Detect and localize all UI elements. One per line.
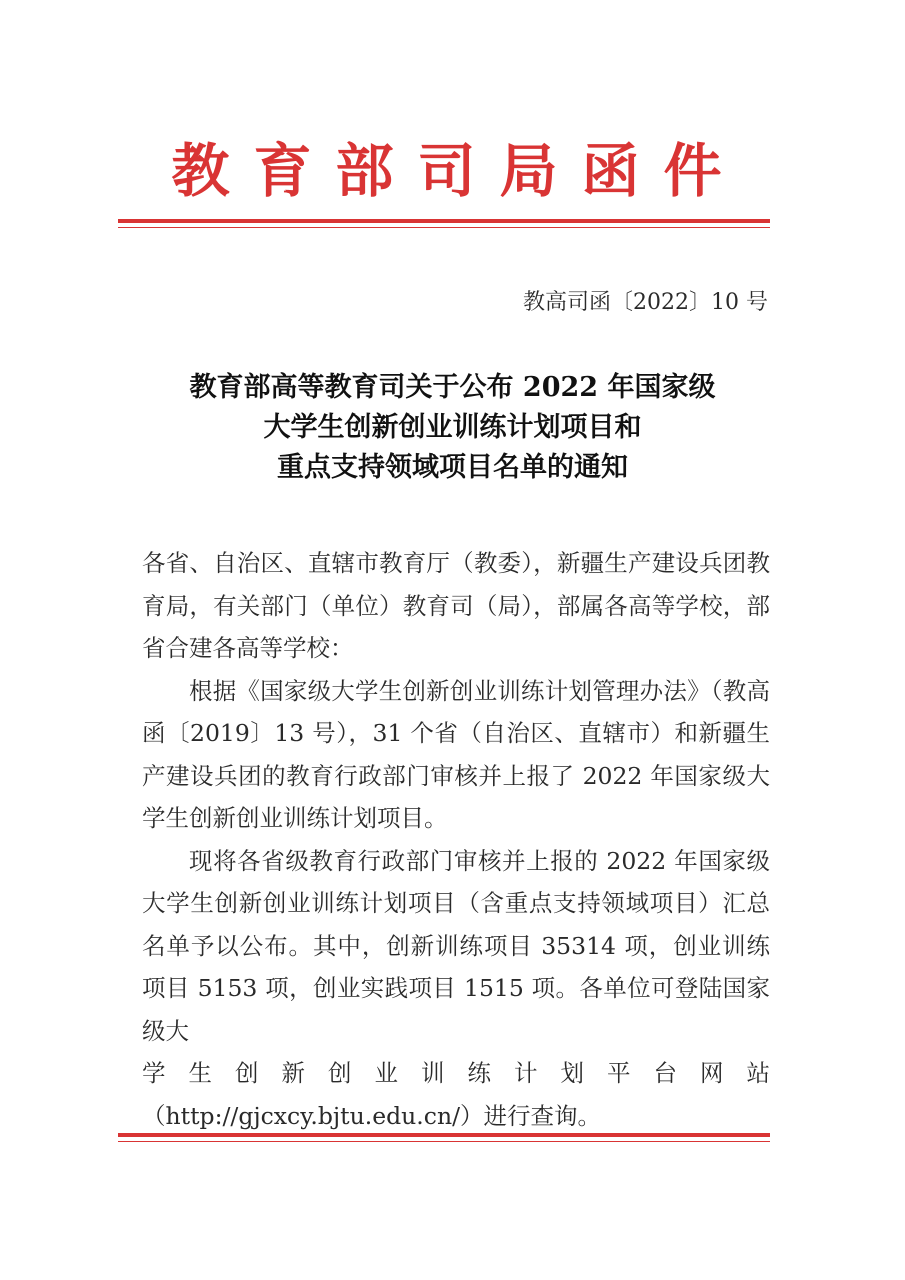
body-paragraph-1: 根据《国家级大学生创新创业训练计划管理办法》（教高函〔2019〕13 号），31 个省（自治区、直辖市）和新疆生产建设兵团的教育行政部门审核并上报了 2022 年国家级大学生创新创业训练计划项目。 <box>142 676 770 832</box>
document-title <box>0 368 905 488</box>
footer-rule-thick <box>118 1133 770 1137</box>
header-rule-thick <box>118 219 770 223</box>
body-paragraph-2-spread-line: 学生创新创业训练计划平台网站 <box>142 1059 770 1087</box>
footer-red-rule <box>118 1133 770 1142</box>
header-red-rule <box>118 219 770 228</box>
title-line-2: 大学生创新创业训练计划项目和 <box>263 412 642 443</box>
title-line-3: 重点支持领域项目名单的通知 <box>277 452 628 483</box>
letterhead-title: 教育部司局函件 <box>171 137 746 205</box>
body-paragraph-2-url-line: （http://gjcxcy.bjtu.edu.cn/）进行查询。 <box>142 1101 601 1130</box>
recipients-paragraph: 各省、自治区、直辖市教育厅（教委），新疆生产建设兵团教育局，有关部门（单位）教育司（局），部属各高等学校，部省合建各高等学校： <box>142 549 770 662</box>
title-line-1: 教育部高等教育司关于公布 2022 年国家级 <box>189 372 716 403</box>
body-paragraph-2: 现将各省级教育行政部门审核并上报的 2022 年国家级大学生创新创业训练计划项目（含重点支持领域项目）汇总名单予以公布。其中，创新训练项目 35314 项，创业训练项目 5153 项，创业实践项目 1515 项。各单位可登陆国家级大 <box>142 846 770 1045</box>
document-body <box>142 542 770 1137</box>
footer-rule-thin <box>118 1141 770 1142</box>
header-rule-thin <box>118 227 770 228</box>
document-number: 教高司函〔2022〕10 号 <box>523 290 768 315</box>
